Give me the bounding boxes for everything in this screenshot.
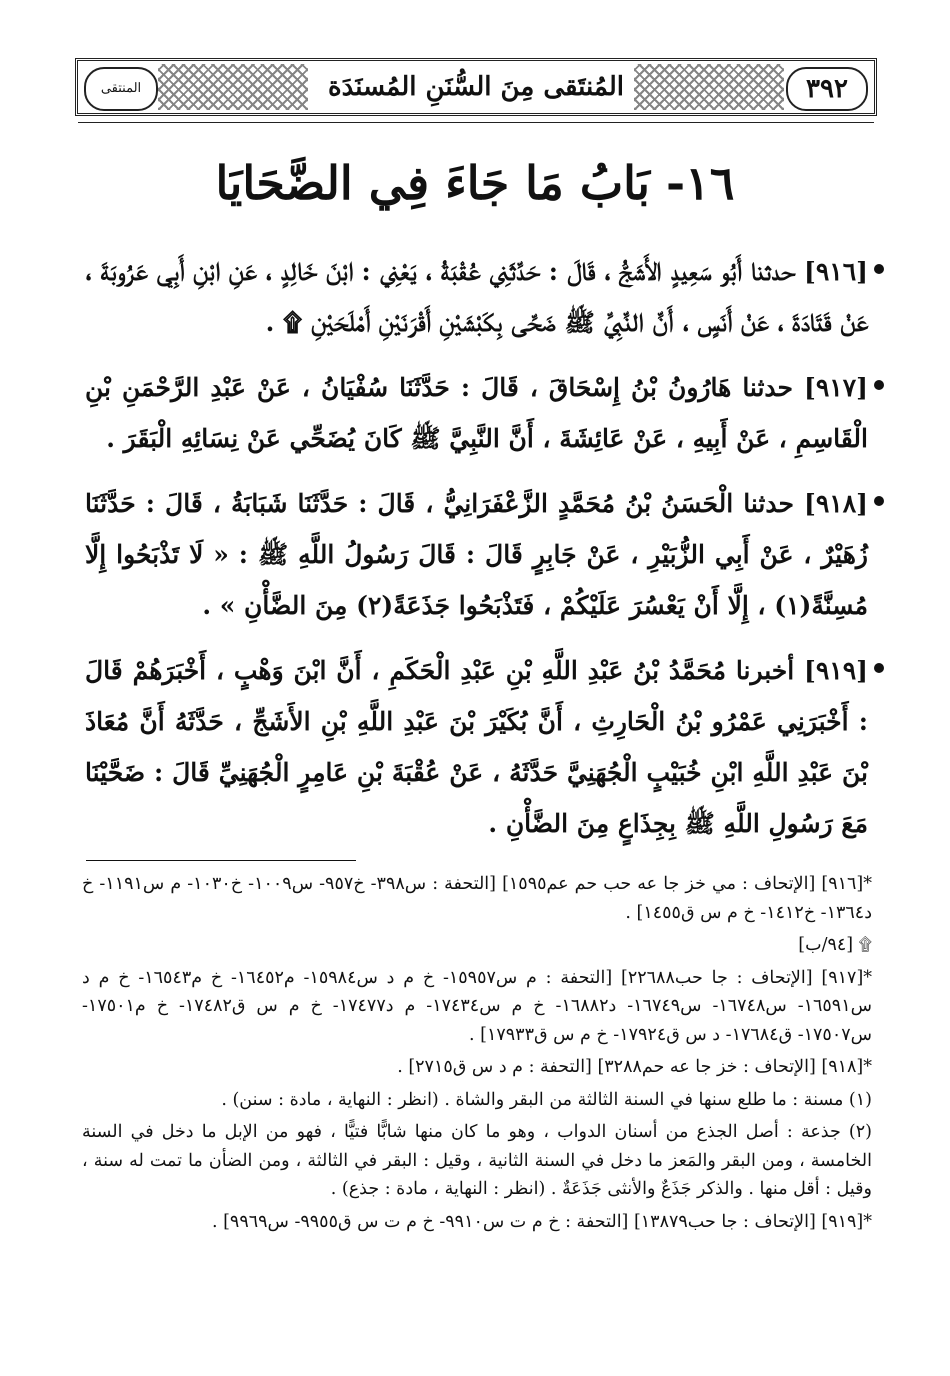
footnote-text: (١) مسنة : ما طلع سنها في السنة الثالثة من البقر والشاة . (انظر : النهاية ، مادة : سنن) . xyxy=(221,1089,872,1110)
hadith-text: [٩١٦] حدثنا أَبُو سَعِيدٍ الأَشَجُّ ، قَالَ : حَدَّثَنِي عُقْبَةُ ، يَعْنِي : ابْنَ خَالِدٍ ، عَنِ ابْنِ أَبِي عَرُوبَةَ ، عَنْ قَتَادَةَ ، عَنْ أَنَسٍ ، أَنَّ النَّبِيَّ ﷺ ضَحَّى بِكَبْشَيْنِ أَقْرَنَيْنِ أَمْلَحَيْنِ ۩ . xyxy=(85,257,868,337)
hadith-919 xyxy=(85,645,868,849)
footnote-text: *[٩١٧] [الإتحاف : جا حب٢٢٦٨٨] [التحفة : م س١٥٩٥٧- خ م د س١٥٩٨٤- م١٦٤٥٢- خ م١٦٥٤٣- خ م د س١٦٥٩١- س١٦٧٤٨- س١٦٧٤٩- د١٦٨٨٢- خ م س١٧٤٣٤- م د١٧٤٧٧- خ م س ق١٧٤٨٢- خ م١٧٥٠١- س١٧٥٠٧- ق١٧٦٨٤- د س ق١٧٩٢٤- خ م س ق١٧٩٣٣] . xyxy=(82,967,873,1045)
hadith-text: [٩١٧] حدثنا هَارُونُ بْنُ إِسْحَاقَ ، قَالَ : حَدَّثَنَا سُفْيَانُ ، عَنْ عَبْدِ الرَّحْمَنِ بْنِ الْقَاسِمِ ، عَنْ أَبِيهِ ، عَنْ عَائِشَةَ ، أَنَّ النَّبِيَّ ﷺ كَانَ يُضَحِّي عَنْ نِسَائِهِ الْبَقَرَ . xyxy=(85,373,869,453)
footnote-text: (٢) جذعة : أصل الجذع من أسنان الدواب ، وهو ما كان منها شابًّا فتيًّا ، فهو من الإبل ما دخل في السنة الخامسة ، ومن البقر والمَعز ما دخل في السنة الثانية ، وقيل : البقر في الثالثة ، ومن الضأن ما تمت له سنة ، وقيل : أقل منها . والذكر جَذَعٌ والأنثى جَذَعَةٌ . (انظر : النهاية ، مادة : جذع) . xyxy=(82,1122,872,1199)
hadith-body xyxy=(85,246,868,863)
bullet-icon xyxy=(874,380,884,390)
ornament-left xyxy=(158,64,308,110)
footnote-917 xyxy=(82,964,872,1050)
bullet-icon xyxy=(874,264,884,274)
footnote-918 xyxy=(82,1053,872,1082)
hadith-916 xyxy=(85,246,868,348)
footnote-folio xyxy=(82,931,872,960)
footnote-text: *[٩١٩] [الإتحاف : جا حب١٣٨٧٩] [التحفة : خ م ت س٩٩١٠- خ م ت س ق٩٩٥٥- س٩٩٦٩] . xyxy=(211,1211,872,1232)
footnote-separator xyxy=(86,860,356,861)
footnote-text: *[٩١٦] [الإتحاف : مي خز جا عه حب حم عم١٥٩٥] [التحفة : س٣٩٨- خ٩٥٧- س١٠٠٩- خ١٠٣٠- م س١١٩١- خ د١٣٦٤- خ١٤١٢- خ م س ق١٤٥٥] . xyxy=(82,874,872,923)
bullet-icon xyxy=(874,496,884,506)
book-badge: المنتقى xyxy=(84,67,158,111)
footnotes xyxy=(82,870,872,1240)
bullet-icon xyxy=(874,663,884,673)
hadith-918 xyxy=(85,478,868,631)
page-number: ٣٩٢ xyxy=(786,67,868,111)
header-underline xyxy=(78,122,874,123)
ornament-right xyxy=(634,64,784,110)
footnote-1 xyxy=(82,1086,872,1115)
footnote-919 xyxy=(82,1208,872,1237)
hadith-text: [٩١٩] أخبرنا مُحَمَّدُ بْنُ عَبْدِ اللَّهِ بْنِ عَبْدِ الْحَكَمِ ، أَنَّ ابْنَ وَهْبٍ ، أَخْبَرَهُمْ قَالَ : أَخْبَرَنِي عَمْرُو بْنُ الْحَارِثِ ، أَنَّ بُكَيْرَ بْنَ عَبْدِ اللَّهِ بْنِ الأَشَجِّ ، حَدَّثَهُ أَنَّ مُعَاذَ بْنَ عَبْدِ اللَّهِ ابْنِ خُبَيْبٍ الْجُهَنِيَّ حَدَّثَهُ ، عَنْ عُقْبَةَ بْنِ عَامِرٍ الْجُهَنِيِّ قَالَ : ضَحَّيْنَا مَعَ رَسُولِ اللَّهِ ﷺ بِجِذَاعٍ مِنَ الضَّأْنِ . xyxy=(85,656,868,838)
chapter-title: ١٦- بَابُ مَا جَاءَ فِي الضَّحَايَا xyxy=(215,156,735,210)
hadith-text: [٩١٨] حدثنا الْحَسَنُ بْنُ مُحَمَّدٍ الزَّعْفَرَانِيُّ ، قَالَ : حَدَّثَنَا شَبَابَةُ ، قَالَ : حَدَّثَنَا زُهَيْرٌ ، عَنْ أَبِي الزُّبَيْرِ ، عَنْ جَابِرٍ قَالَ : قَالَ رَسُولُ اللَّهِ ﷺ : « لَا تَذْبَحُوا إِلَّا مُسِنَّةً(١) ، إِلَّا أَنْ يَعْسُرَ عَلَيْكُمْ ، فَتَذْبَحُوا جَذَعَةً(٢) مِنَ الضَّأْنِ » . xyxy=(85,489,868,620)
footnote-2 xyxy=(82,1118,872,1204)
footnote-text: ۩ [٩٤/ب] xyxy=(798,935,872,955)
footnote-text: *[٩١٨] [الإتحاف : خز جا عه حم٣٢٨٨] [التحفة : م د س ق٢٧١٥] . xyxy=(397,1057,872,1077)
book-title: المُنتَقى مِنَ السُّنَنِ المُسنَدَة xyxy=(318,65,634,109)
hadith-917 xyxy=(85,362,868,464)
page-header xyxy=(75,58,877,116)
footnote-916 xyxy=(82,870,872,927)
